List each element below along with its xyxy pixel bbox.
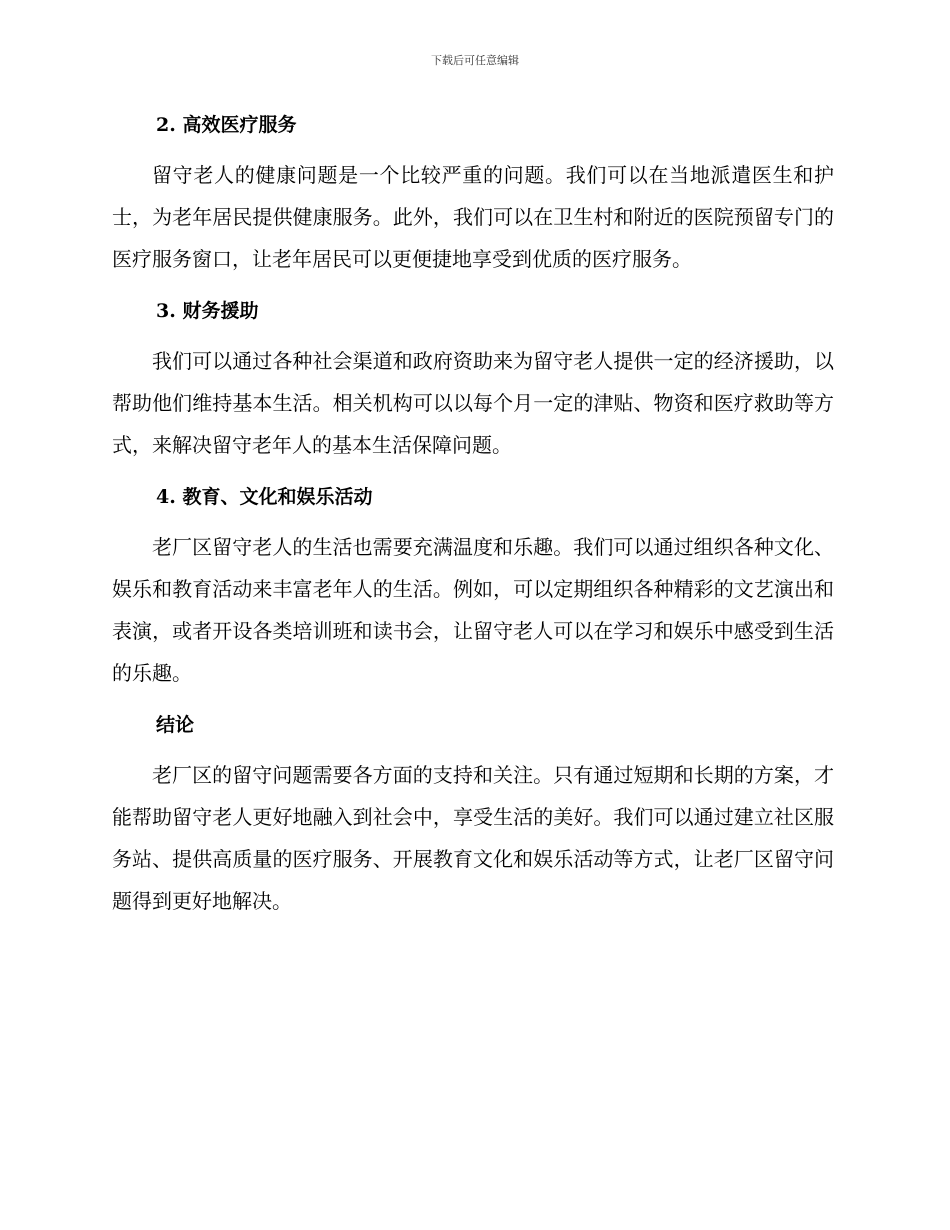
- section-heading: 4. 教育、文化和娱乐活动: [156, 486, 373, 508]
- section-heading: 3. 财务援助: [156, 300, 259, 322]
- document-body: [112, 108, 834, 922]
- section-paragraph: 我们可以通过各种社会渠道和政府资助来为留守老人提供一定的经济援助，以帮助他们维持基本生活。相关机构可以以每个月一定的津贴、物资和医疗救助等方式，来解决留守老年人的基本生活保障问题。: [112, 349, 834, 457]
- section-paragraph: 老厂区的留守问题需要各方面的支持和关注。只有通过短期和长期的方案，才能帮助留守老人更好地融入到社会中，享受生活的美好。我们可以通过建立社区服务站、提供高质量的医疗服务、开展教育文化和娱乐活动等方式，让老厂区留守问题得到更好地解决。: [112, 763, 834, 913]
- section-paragraph: 留守老人的健康问题是一个比较严重的问题。我们可以在当地派遣医生和护士，为老年居民提供健康服务。此外，我们可以在卫生村和附近的医院预留专门的医疗服务窗口，让老年居民可以更便捷地享受到优质的医疗服务。: [112, 163, 834, 271]
- page-header: 下载后可任意编辑: [431, 54, 519, 67]
- section-heading: 2. 高效医疗服务: [156, 114, 297, 136]
- section-paragraph: 老厂区留守老人的生活也需要充满温度和乐趣。我们可以通过组织各种文化、娱乐和教育活动来丰富老年人的生活。例如，可以定期组织各种精彩的文艺演出和表演，或者开设各类培训班和读书会，让留守老人可以在学习和娱乐中感受到生活的乐趣。: [112, 535, 834, 685]
- section-heading: 结论: [156, 714, 195, 736]
